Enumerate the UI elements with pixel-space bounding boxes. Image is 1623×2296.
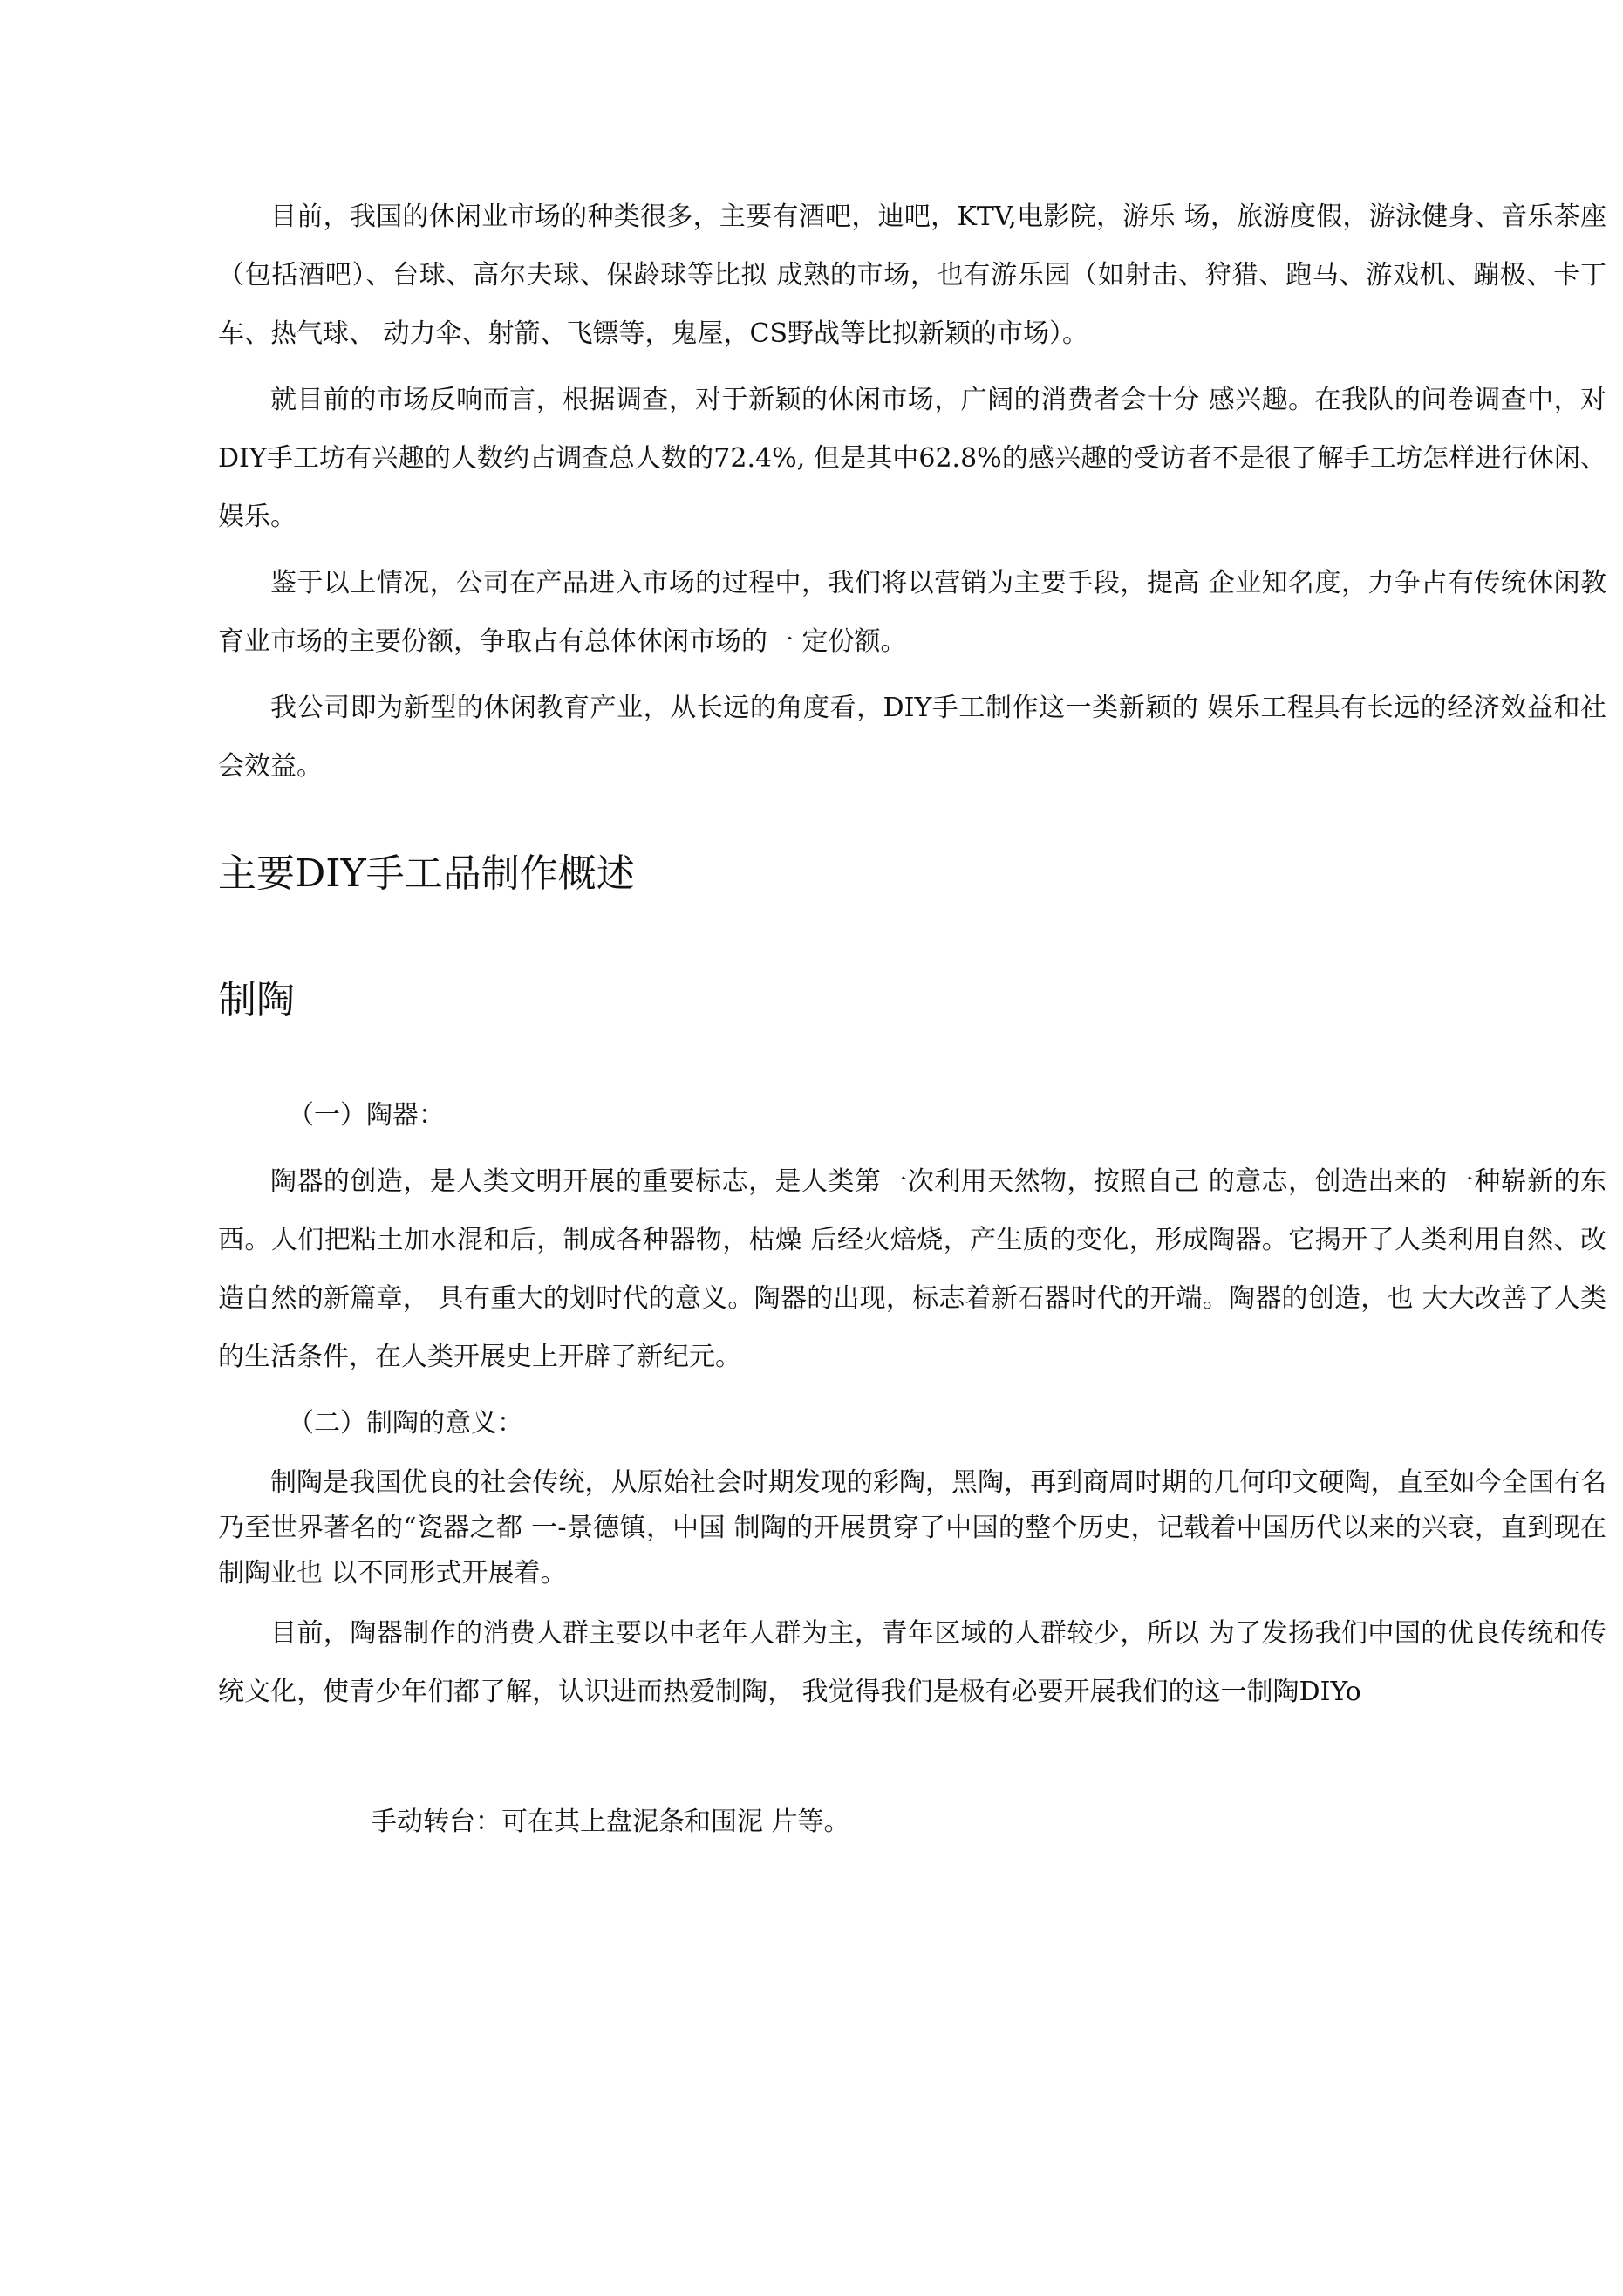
heading-main: 主要DIY手工品制作概述 (218, 851, 635, 896)
section2-paragraph-2: 目前，陶器制作的消费人群主要以中老年人群为主，青年区域的人群较少，所以 为了发扬我们中国的优良传统和传统文化，使青少年们都了解，认识进而热爱制陶， 我觉得我们是极有必要开展我们的这一制陶DIYo (218, 1618, 1606, 1707)
intro-paragraph-3: 鉴于以上情况，公司在产品进入市场的过程中，我们将以营销为主要手段，提高 企业知名度，力争占有传统休闲教育业市场的主要份额，争取占有总体休闲市场的一 定份额。 (218, 568, 1606, 657)
section2-label: （二）制陶的意义： (288, 1408, 523, 1438)
intro-paragraph-2: 就目前的市场反响而言，根据调查，对于新颖的休闲市场，广阔的消费者会十分 感兴趣。在我队的问卷调查中，对DIY手工坊有兴趣的人数约占调查总人数的72.4%, 但是其中62.8%的感兴趣的受访者不是很了解手工坊怎样进行休闲、娱乐。 (218, 385, 1606, 532)
intro-paragraph-1: 目前，我国的休闲业市场的种类很多，主要有酒吧，迪吧，KTV,电影院，游乐 场，旅游度假，游泳健身、音乐茶座（包括酒吧）、台球、高尔夫球、保龄球等比拟 成熟的市场，也有游乐园（如射击、狩猎、跑马、游戏机、蹦极、卡丁车、热气球、 动力伞、射箭、飞镖等，鬼屋，CS野战等比拟新颖的市场）。 (218, 202, 1606, 349)
document-body (218, 188, 1606, 1851)
intro-paragraph-4: 我公司即为新型的休闲教育产业，从长远的角度看，DIY手工制作这一类新颖的 娱乐工程具有长远的经济效益和社会效益。 (218, 693, 1606, 782)
section2-paragraph-1: 制陶是我国优良的社会传统，从原始社会时期发现的彩陶，黑陶，再到商周时期的几何印文硬陶，直至如今全国有名乃至世界著名的“瓷器之都 一-景德镇，中国 制陶的开展贯穿了中国的整个历史，记载着中国历代以来的兴衰，直到现在制陶业也 以不同形式开展着。 (218, 1467, 1606, 1589)
section1-paragraph: 陶器的创造，是人类文明开展的重要标志，是人类第一次利用天然物，按照自己 的意志，创造出来的一种崭新的东西。人们把粘土加水混和后，制成各种器物，枯燥 后经火焙烧，产生质的变化，形成陶器。它揭开了人类利用自然、改造自然的新篇章， 具有重大的划时代的意义。陶器的出现，标志着新石器时代的开端。陶器的创造，也 大大改善了人类的生活条件，在人类开展史上开辟了新纪元。 (218, 1166, 1606, 1372)
heading-sub: 制陶 (218, 978, 295, 1022)
section1-label: （一）陶器： (288, 1100, 445, 1131)
tool-line: 手动转台：可在其上盘泥条和围泥 片等。 (371, 1807, 850, 1837)
